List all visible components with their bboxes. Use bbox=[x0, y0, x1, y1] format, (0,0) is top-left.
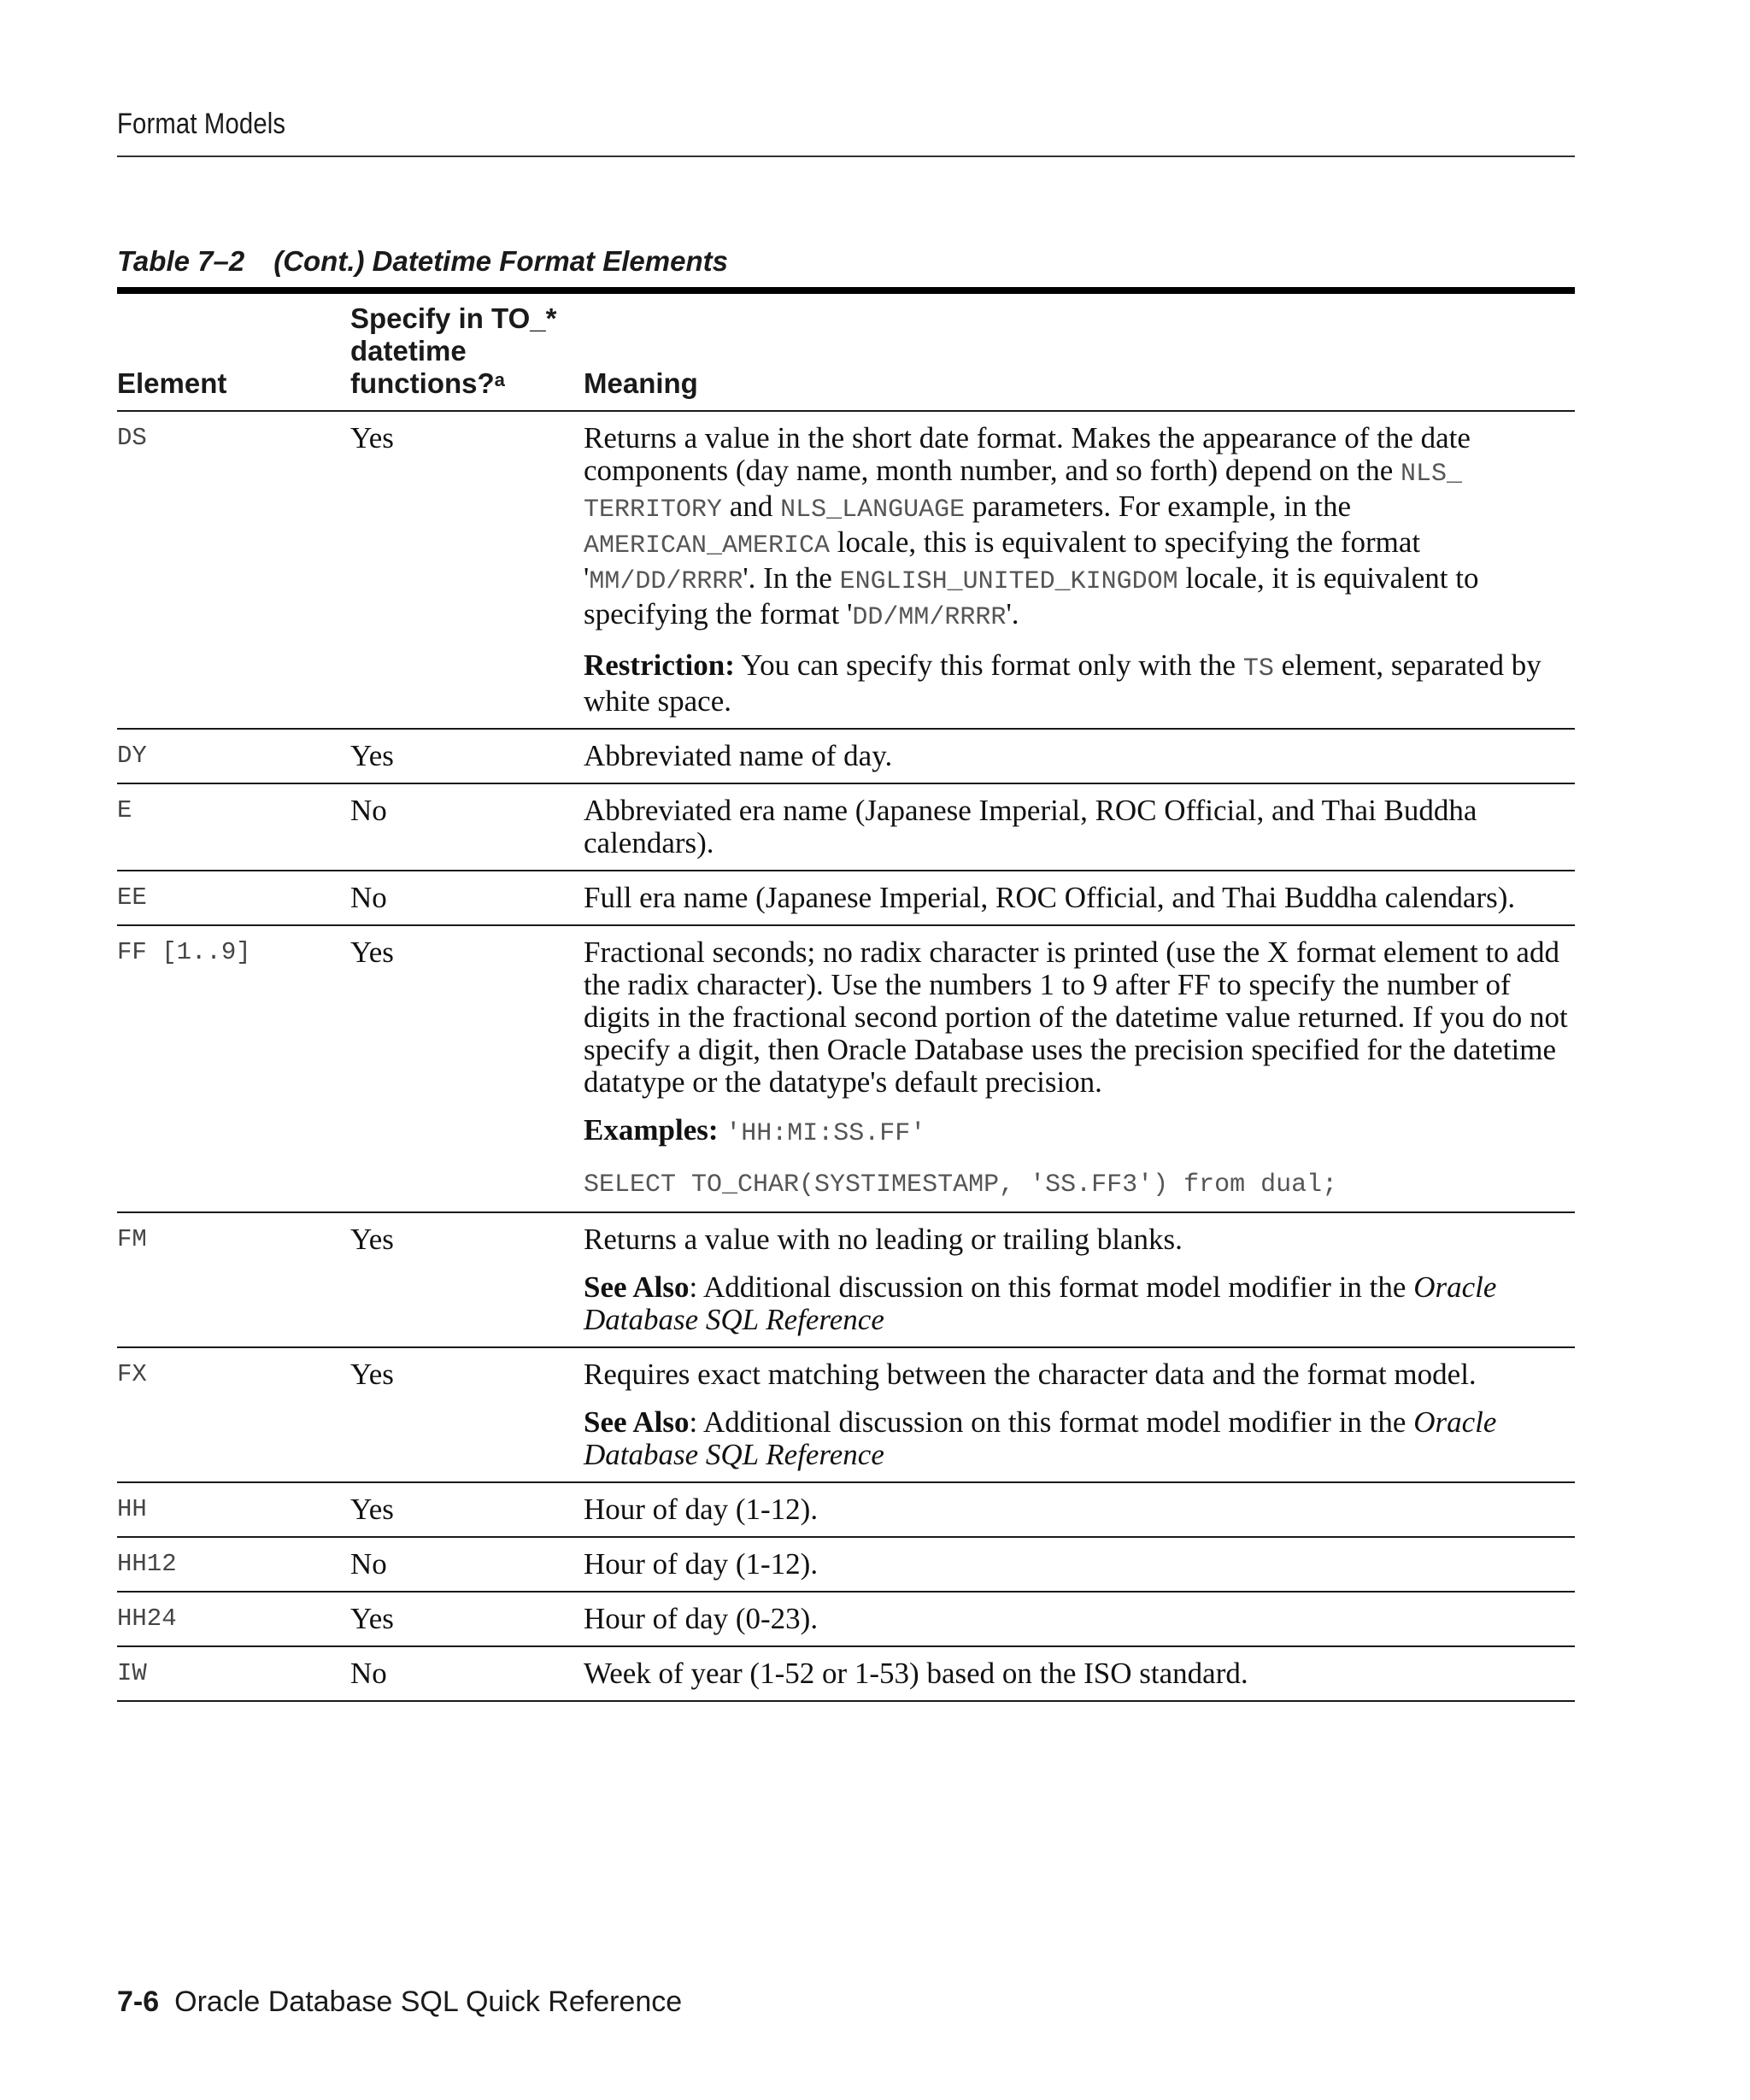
specify-value: Yes bbox=[350, 936, 394, 969]
element-code: HH bbox=[117, 1495, 147, 1523]
column-header-specify-line2: datetime bbox=[350, 335, 467, 367]
table-row bbox=[117, 1537, 1575, 1592]
meaning-text: Full era name (Japanese Imperial, ROC Official, and Thai Buddha calendars). bbox=[584, 881, 1516, 914]
sql-example bbox=[584, 1165, 1575, 1201]
inline-code: NLS_ TERRITORY bbox=[584, 460, 1463, 525]
inline-code: DD/MM/RRRR bbox=[852, 603, 1007, 632]
element-code: FX bbox=[117, 1360, 147, 1388]
see-also-label: See Also bbox=[584, 1405, 690, 1439]
meaning-text: Hour of day (0-23). bbox=[584, 1602, 819, 1635]
restriction-note: Restriction: You can specify this format only with the TS element, separated by white space. bbox=[584, 648, 1542, 718]
table-title: (Cont.) Datetime Format Elements bbox=[273, 245, 728, 277]
table-row bbox=[117, 871, 1575, 925]
column-header-specify bbox=[350, 302, 556, 400]
table-row bbox=[117, 729, 1575, 783]
examples-note bbox=[584, 1114, 1575, 1150]
element-code: IW bbox=[117, 1659, 147, 1687]
footnote-marker: a bbox=[494, 369, 505, 390]
meaning-text: Fractional seconds; no radix character is printed (use the X format element to add the radix character). Use the numbers 1 to 9 after FF to specify the number of digits in the fractional second portion of the datetime value returned. If you do not specify a digit, then Oracle Database uses the precision specified for the datetime datatype or the datatype's default precision. bbox=[584, 936, 1568, 1099]
meaning-text: Abbreviated era name (Japanese Imperial, ROC Official, and Thai Buddha calendars). bbox=[584, 794, 1477, 859]
element-code: HH12 bbox=[117, 1550, 177, 1578]
column-header-specify-line3: functions? bbox=[350, 367, 495, 399]
running-head: Format Models bbox=[117, 108, 286, 140]
book-reference: Oracle Database SQL Reference bbox=[584, 1405, 1497, 1471]
table-row bbox=[117, 1482, 1575, 1537]
specify-value: No bbox=[350, 1547, 387, 1581]
inline-code: AMERICAN_AMERICA bbox=[584, 531, 831, 560]
meaning-text: Returns a value in the short date format. Makes the appearance of the date components (day name, month number, and so forth) depend on the NLS_ TERRITORY and NLS_LANGUAGE parameters. For example, in the AMERICAN_AMERICA locale, this is equivalent to specifying the format 'MM/DD/RRRR'. In the ENGLISH_UNITED_KINGDOM locale, it is equivalent to specifying the format 'DD/MM/RRRR'. bbox=[584, 421, 1479, 632]
specify-value: No bbox=[350, 881, 387, 914]
element-code: FF [1..9] bbox=[117, 938, 251, 966]
table-caption bbox=[117, 245, 728, 278]
examples-label: Examples: bbox=[584, 1113, 719, 1147]
table-top-rule bbox=[117, 287, 1575, 294]
column-header-meaning: Meaning bbox=[584, 367, 698, 399]
specify-value: Yes bbox=[350, 1223, 394, 1256]
meaning-text: Hour of day (1-12). bbox=[584, 1493, 819, 1526]
specify-value: Yes bbox=[350, 421, 394, 455]
table-row bbox=[117, 783, 1575, 871]
element-code: FM bbox=[117, 1225, 147, 1253]
table-header-row bbox=[117, 294, 1575, 412]
meaning-text: Week of year (1-52 or 1-53) based on the ISO standard. bbox=[584, 1657, 1248, 1690]
restriction-label: Restriction: bbox=[584, 648, 735, 682]
table-row bbox=[117, 925, 1575, 1212]
meaning-text: Returns a value with no leading or trailing blanks. bbox=[584, 1223, 1183, 1256]
meaning-text: Abbreviated name of day. bbox=[584, 739, 893, 772]
specify-value: Yes bbox=[350, 1602, 394, 1635]
specify-value: Yes bbox=[350, 1358, 394, 1391]
header-rule bbox=[117, 155, 1575, 157]
specify-value: Yes bbox=[350, 1493, 394, 1526]
inline-code: MM/DD/RRRR bbox=[589, 567, 743, 596]
page-footer bbox=[117, 1986, 682, 2019]
inline-code: NLS_LANGUAGE bbox=[780, 496, 966, 525]
page-number: 7-6 bbox=[117, 1986, 160, 2018]
table-row bbox=[117, 1212, 1575, 1347]
inline-code: ENGLISH_UNITED_KINGDOM bbox=[839, 567, 1178, 596]
table-number: Table 7–2 bbox=[117, 245, 245, 277]
table-body bbox=[117, 412, 1575, 1702]
specify-value: No bbox=[350, 794, 387, 827]
book-title: Oracle Database SQL Quick Reference bbox=[174, 1986, 683, 2018]
element-code: HH24 bbox=[117, 1604, 177, 1633]
column-header-specify-line1: Specify in TO_* bbox=[350, 302, 557, 334]
element-code: DY bbox=[117, 742, 147, 770]
meaning-text: Hour of day (1-12). bbox=[584, 1547, 819, 1581]
table-row bbox=[117, 1592, 1575, 1646]
table-row bbox=[117, 412, 1575, 729]
column-header-element: Element bbox=[117, 367, 227, 399]
specify-value: Yes bbox=[350, 739, 394, 772]
see-also-note: See Also: Additional discussion on this format model modifier in the Oracle Database SQL Reference bbox=[584, 1270, 1497, 1336]
code-sample: SELECT TO_CHAR(SYSTIMESTAMP, 'SS.FF3') from dual; bbox=[584, 1170, 1338, 1200]
element-code: DS bbox=[117, 424, 147, 452]
see-also-note: See Also: Additional discussion on this format model modifier in the Oracle Database SQL Reference bbox=[584, 1405, 1497, 1471]
specify-value: No bbox=[350, 1657, 387, 1690]
book-reference: Oracle Database SQL Reference bbox=[584, 1270, 1497, 1336]
meaning-text: Requires exact matching between the character data and the format model. bbox=[584, 1358, 1477, 1391]
element-code: E bbox=[117, 796, 132, 824]
table-row bbox=[117, 1646, 1575, 1701]
see-also-label: See Also bbox=[584, 1270, 690, 1304]
inline-code: TS bbox=[1242, 654, 1274, 683]
datetime-format-table bbox=[117, 287, 1575, 1702]
inline-code: 'HH:MI:SS.FF' bbox=[725, 1119, 926, 1148]
element-code: EE bbox=[117, 883, 147, 912]
table-row bbox=[117, 1347, 1575, 1482]
